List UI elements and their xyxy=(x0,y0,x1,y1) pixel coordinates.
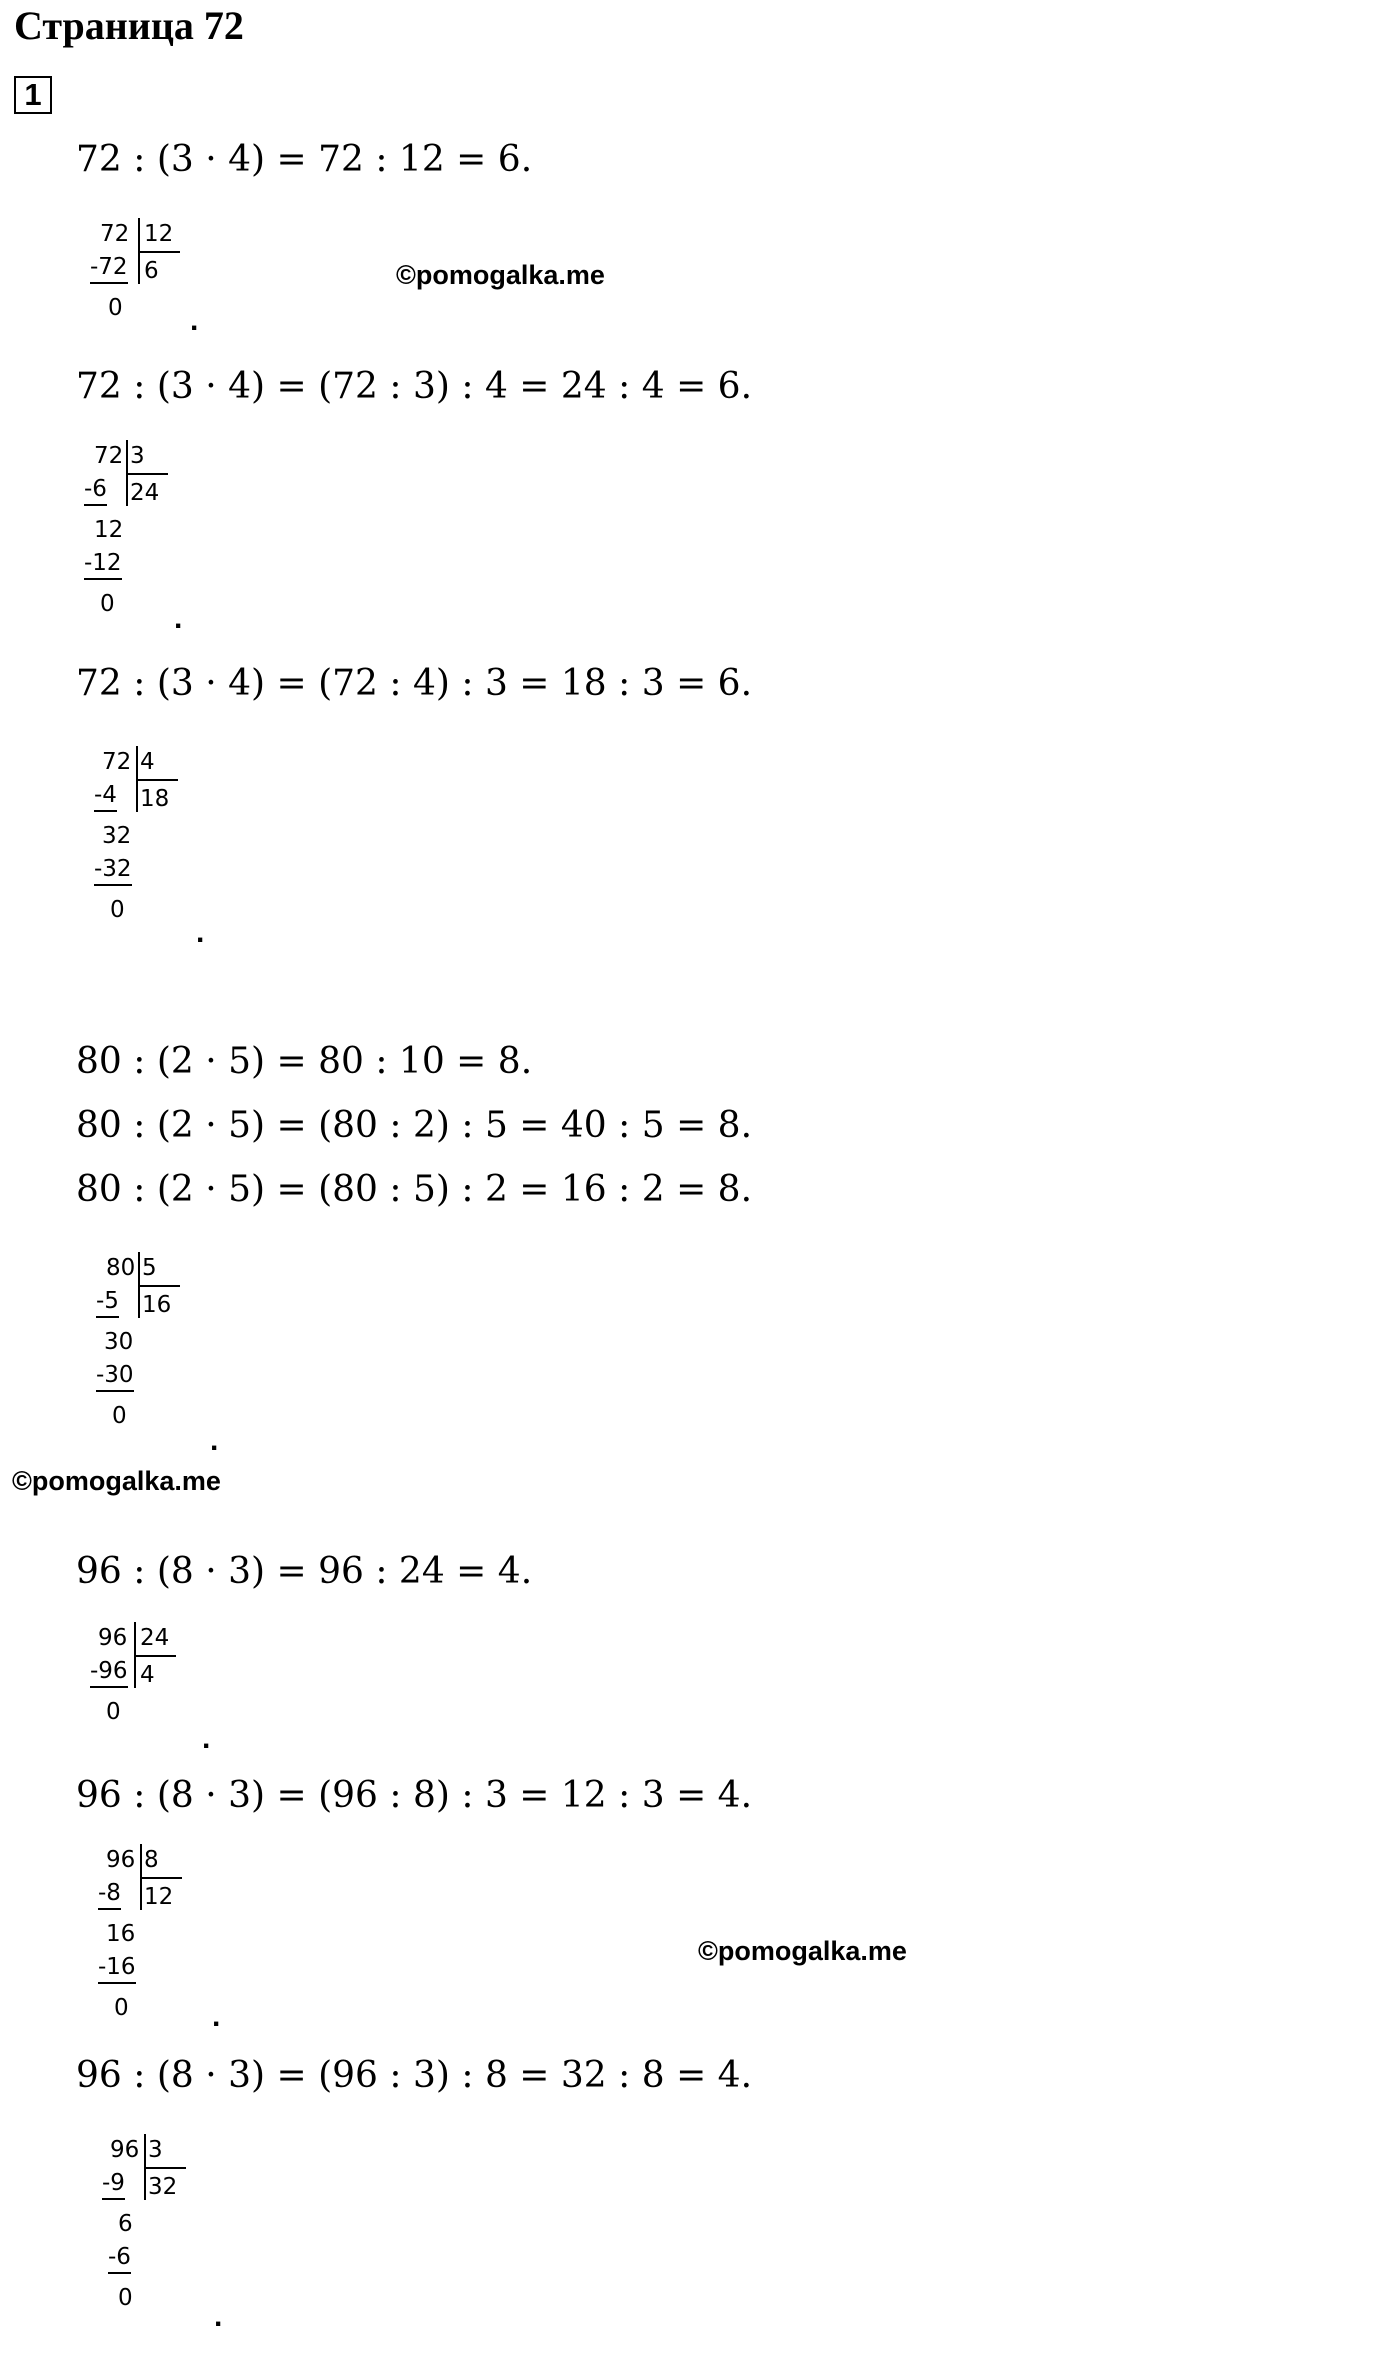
divisor: 3 xyxy=(148,2137,163,2163)
separator-dot: . xyxy=(214,2300,223,2333)
divisor: 4 xyxy=(140,749,155,775)
equation-1: 72 : (3 · 4) = 72 : 12 = 6. xyxy=(76,139,533,180)
step: 12 xyxy=(94,517,124,543)
quotient: 32 xyxy=(148,2174,178,2200)
equation-8: 96 : (8 · 3) = (96 : 8) : 3 = 12 : 3 = 4. xyxy=(76,1775,753,1816)
remainder: 0 xyxy=(112,1403,127,1429)
separator-dot: . xyxy=(196,916,205,949)
dividend: 96 xyxy=(98,1625,128,1651)
step: -5 xyxy=(96,1287,119,1318)
equation-3: 72 : (3 · 4) = (72 : 4) : 3 = 18 : 3 = 6. xyxy=(76,663,753,704)
divisor: 24 xyxy=(140,1625,170,1651)
remainder: 0 xyxy=(106,1699,121,1725)
step: -8 xyxy=(98,1879,121,1910)
step: 6 xyxy=(118,2211,133,2237)
step: 32 xyxy=(102,823,132,849)
remainder: 0 xyxy=(108,295,123,321)
equation-2: 72 : (3 · 4) = (72 : 3) : 4 = 24 : 4 = 6. xyxy=(76,366,753,407)
divisor: 5 xyxy=(142,1255,157,1281)
dividend: 72 xyxy=(102,749,132,775)
equation-9: 96 : (8 · 3) = (96 : 3) : 8 = 32 : 8 = 4. xyxy=(76,2055,753,2096)
watermark-3: ©pomogalka.me xyxy=(698,1936,907,1966)
step: -32 xyxy=(94,855,132,886)
step: -12 xyxy=(84,549,122,580)
step: 16 xyxy=(106,1921,136,1947)
dividend: 72 xyxy=(94,443,124,469)
remainder: 0 xyxy=(114,1995,129,2021)
equation-7: 96 : (8 · 3) = 96 : 24 = 4. xyxy=(76,1551,533,1592)
dividend: 96 xyxy=(106,1847,136,1873)
equation-4: 80 : (2 · 5) = 80 : 10 = 8. xyxy=(76,1041,533,1082)
page-title: Страница 72 xyxy=(14,3,244,48)
quotient: 16 xyxy=(142,1292,172,1318)
remainder: 0 xyxy=(118,2285,133,2311)
separator-dot: . xyxy=(190,304,199,337)
step: -6 xyxy=(108,2243,131,2274)
divisor: 12 xyxy=(144,221,174,247)
watermark-1: ©pomogalka.me xyxy=(396,260,605,290)
step: -16 xyxy=(98,1953,136,1984)
task-number-badge: 1 xyxy=(14,76,52,114)
divisor: 8 xyxy=(144,1847,159,1873)
subtrahend: -72 xyxy=(90,253,128,284)
remainder: 0 xyxy=(110,897,125,923)
separator-dot: . xyxy=(174,602,183,635)
dividend: 80 xyxy=(106,1255,136,1281)
step: -30 xyxy=(96,1361,134,1392)
subtrahend: -96 xyxy=(90,1657,128,1688)
quotient: 24 xyxy=(130,480,160,506)
remainder: 0 xyxy=(100,591,115,617)
separator-dot: . xyxy=(202,1722,211,1755)
step: -6 xyxy=(84,475,107,506)
divisor: 3 xyxy=(130,443,145,469)
step: -4 xyxy=(94,781,117,812)
dividend: 96 xyxy=(110,2137,140,2163)
equation-6: 80 : (2 · 5) = (80 : 5) : 2 = 16 : 2 = 8. xyxy=(76,1169,753,1210)
quotient: 4 xyxy=(140,1662,155,1688)
equation-5: 80 : (2 · 5) = (80 : 2) : 5 = 40 : 5 = 8. xyxy=(76,1105,753,1146)
quotient: 12 xyxy=(144,1884,174,1910)
step: 30 xyxy=(104,1329,134,1355)
quotient: 6 xyxy=(144,258,159,284)
step: -9 xyxy=(102,2169,125,2200)
separator-dot: . xyxy=(212,2000,221,2033)
watermark-2: ©pomogalka.me xyxy=(12,1466,221,1496)
separator-dot: . xyxy=(210,1424,219,1457)
quotient: 18 xyxy=(140,786,170,812)
dividend: 72 xyxy=(100,221,130,247)
